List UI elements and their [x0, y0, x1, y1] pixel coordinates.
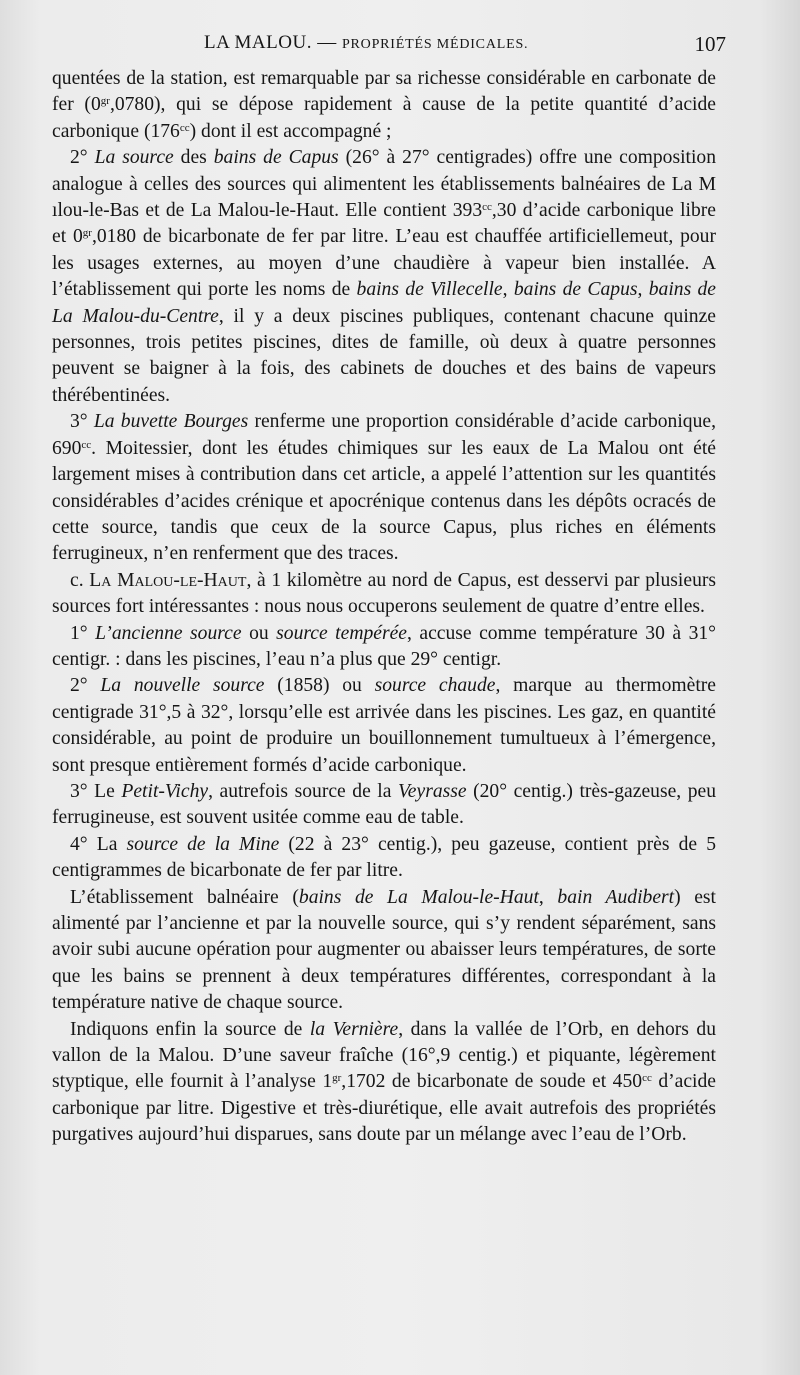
italic-run: bains de Villecelle: [356, 279, 503, 301]
text-run: ) est alimenté par l’ancienne et par la nouvelle source, qui s’y rendent séparément, sans avoir subi aucune opération pour augmenter ou abaisser leurs températures, de sorte que les bains se prennent à deux températures différentes, correspondant à la température native de chaque source.: [52, 886, 716, 1014]
superscript-unit: cc: [81, 438, 92, 451]
italic-run: Veyrasse: [398, 780, 467, 802]
text-run: renferme une proportion considérable d’acide carbonique, 690: [52, 411, 716, 459]
small-caps-run: La Malou-le-Haut: [89, 569, 247, 591]
running-title-section: PROPRIÉTÉS MÉDICALES.: [341, 37, 529, 52]
paragraph: [52, 885, 716, 1017]
text-run: 2°: [70, 147, 95, 169]
text-run: ,0180 de bicarbonate de fer par litre. L’eau est chauffée artificiellemeut, pour les usages externes, au moyen d’une chaudière à vapeur bien installée. A l’établissement qui porte les noms de: [52, 226, 716, 301]
text-run: 3°: [70, 411, 94, 433]
text-run: , accuse comme température 30 à 31° centigr. : dans les piscines, l’eau n’a plus que 29° centigr.: [52, 622, 717, 670]
text-run: . Moitessier, dont les études chimiques sur les eaux de La Malou ont été largement mises à contribution dans cet article, a appelé l’attention sur les quantités considérables d’acides crénique et apocrénique contenus dans les dépôts ocracés de cette source, tandis que ceux de la source Capus, plus riches en éléments ferrugineux, n’en renferment que des traces.: [52, 437, 716, 565]
paragraph: [52, 832, 716, 885]
text-run: ,30 d’acide carbonique libre et 0: [52, 200, 716, 248]
superscript-unit: cc: [482, 201, 492, 214]
body-text: [52, 66, 716, 1149]
text-run: ,: [538, 886, 558, 908]
italic-run: source de la Mine: [126, 833, 280, 855]
text-run: Indiquons enfin la source de: [70, 1018, 310, 1040]
italic-run: source chaude: [374, 675, 496, 697]
italic-run: bains de La Malou-le-Haut: [298, 886, 539, 908]
text-run: (20° centig.) très-gazeuse, peu ferrugineuse, est souvent usitée comme eau de table.: [52, 780, 716, 829]
running-title-main: LA MALOU.: [204, 32, 312, 53]
text-run: 1°: [70, 622, 96, 644]
italic-run: bains de Capus: [213, 147, 339, 169]
paragraph: [52, 779, 716, 832]
text-run: , à 1 kilomètre au nord de Capus, est desservi par plusieurs sources fort intéressantes : nous nous occuperons seulement de quatre d’entre elles.: [52, 569, 717, 618]
italic-run: bains de Capus: [513, 279, 638, 301]
text-run: d’acide carbonique par litre. Digestive et très-diurétique, elle avait autrefois des propriétés purgatives aujourd’hui disparues, sans doute par un mélange avec l’eau de l’Orb.: [52, 1071, 716, 1146]
paragraph: [52, 145, 716, 409]
italic-run: la Vernière: [309, 1018, 399, 1040]
italic-run: La source: [94, 147, 174, 169]
paragraph: [52, 673, 716, 779]
superscript-unit: cc: [642, 1072, 652, 1085]
paragraph: [52, 66, 716, 145]
italic-run: bain Audibert: [557, 886, 675, 908]
text-run: (1858) ou: [264, 675, 375, 697]
superscript-unit: gr: [100, 95, 110, 108]
text-run: ) dont il est accompagné ;: [189, 120, 392, 142]
superscript-unit: gr: [82, 227, 92, 240]
italic-run: source tempérée: [276, 622, 407, 644]
text-run: (26° à 27° centigrades) offre une composition analogue à celles des sources qui alimentent les établissements balnéaires de La M ılou-le-Bas et de La Malou-le-Haut. Elle contient 393: [52, 147, 716, 222]
paragraph: [52, 568, 716, 621]
text-run: ,: [502, 279, 514, 301]
italic-run: bains de La Malou-du-Centre: [52, 279, 717, 327]
page-number: 107: [694, 32, 726, 56]
text-run: ,: [637, 279, 649, 301]
superscript-unit: cc: [179, 121, 190, 134]
italic-run: L’ancienne source: [95, 622, 242, 644]
text-run: , il y a deux piscines publiques, contenant chacune quinze personnes, trois petites piscines, dites de famille, où deux à quatre personnes peuvent se baigner à la fois, des cabinets de douches et des bains de vapeurs thérébentinées.: [52, 305, 716, 406]
text-run: 4° La: [70, 833, 127, 855]
text-run: des: [173, 147, 214, 169]
italic-run: La nouvelle source: [100, 675, 265, 697]
text-run: ,1702 de bicarbonate de soude et 450: [341, 1071, 643, 1093]
text-run: (22 à 23° centig.), peu gazeuse, contient près de 5 centigrammes de bicarbonate de fer par litre.: [52, 833, 716, 882]
running-title: [204, 32, 528, 54]
paragraph: [52, 1017, 716, 1149]
paragraph: [52, 409, 716, 567]
text-run: c.: [70, 569, 90, 591]
italic-run: La buvette Bourges: [93, 411, 249, 433]
text-run: 2°: [70, 675, 101, 697]
text-run: quentées de la station, est remarquable par sa richesse considérable en carbonate de fer (0: [52, 68, 716, 116]
text-run: ,0780), qui se dépose rapidement à cause de la petite quantité d’acide carbonique (176: [52, 94, 716, 142]
text-run: ou: [241, 622, 277, 644]
text-run: , dans la vallée de l’Orb, en dehors du vallon de la Malou. D’une saveur fraîche (16°,9 centig.) et piquante, légèrement styptique, elle fournit à l’analyse 1: [52, 1018, 717, 1093]
text-run: , marque au thermomètre centigrade 31°,5 à 32°, lorsqu’elle est arrivée dans les piscines. Les gaz, en quantité considérable, au point de produire un bouillonnement tumultueux à l’émergence, sont presque entièrement formés d’acide carbonique.: [52, 675, 716, 776]
running-header: [52, 32, 726, 60]
italic-run: Petit-Vichy: [121, 780, 209, 802]
text-run: 3° Le: [70, 780, 122, 802]
text-run: L’établissement balnéaire (: [70, 886, 299, 908]
text-run: , autrefois source de la: [208, 780, 398, 802]
superscript-unit: gr: [332, 1072, 342, 1085]
running-title-dash: —: [311, 32, 342, 53]
paragraph: [52, 621, 716, 674]
